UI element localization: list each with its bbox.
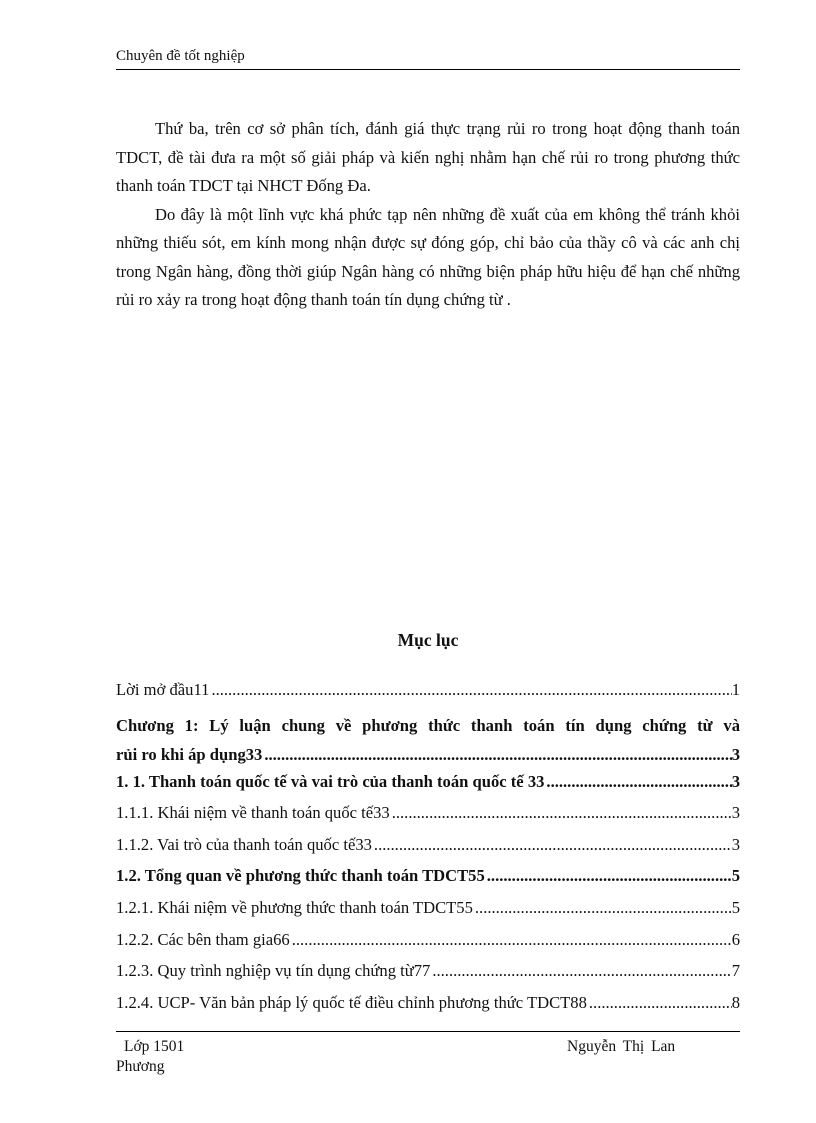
toc-entry-page: 6 bbox=[731, 929, 740, 949]
table-of-contents bbox=[116, 680, 740, 1024]
toc-entry-page: 3 bbox=[731, 744, 740, 764]
page-header bbox=[116, 48, 740, 70]
toc-entry-text: 1.2. Tổng quan về phương thức thanh toán TDCT55 bbox=[116, 866, 485, 886]
toc-entry-text: Chương 1: Lý luận chung về phương thức thanh toán tín dụng chứng từ và bbox=[116, 715, 740, 735]
toc-leader-dots bbox=[372, 835, 732, 855]
toc-entry-text: 1.2.3. Quy trình nghiệp vụ tín dụng chứng từ77 bbox=[116, 961, 431, 981]
toc-leader-dots bbox=[209, 680, 731, 700]
toc-entry-text-continued: rủi ro khi áp dụng33 bbox=[116, 744, 263, 764]
toc-leader-dots bbox=[390, 803, 732, 823]
toc-entry-page: 3 bbox=[731, 771, 740, 791]
body-text bbox=[116, 115, 740, 315]
toc-entry-page: 8 bbox=[731, 992, 740, 1012]
toc-entry-page: 3 bbox=[731, 834, 740, 854]
toc-entry-page: 1 bbox=[731, 680, 740, 699]
footer-author: Nguyễn Thị Lan bbox=[567, 1038, 676, 1055]
toc-entry[interactable] bbox=[116, 993, 740, 1025]
toc-entry[interactable] bbox=[116, 680, 740, 712]
toc-entry-text: 1.1.2. Vai trò của thanh toán quốc tế33 bbox=[116, 834, 372, 854]
paragraph: Do đây là một lĩnh vực khá phức tạp nên những đề xuất của em không thể tránh khỏi những thiếu sót, em kính mong nhận được sự đóng góp, chỉ bảo của thầy cô và các anh chị trong Ngân hàng, đồng thời giúp Ngân hàng có những biện pháp hữu hiệu để hạn chế những rủi ro xảy ra trong hoạt động thanh toán tín dụng chứng từ . bbox=[116, 204, 740, 309]
toc-leader-dots bbox=[262, 741, 731, 769]
toc-entry[interactable] bbox=[116, 772, 740, 804]
footer-divider bbox=[116, 1031, 740, 1032]
toc-entry[interactable] bbox=[116, 866, 740, 898]
toc-entry-text: 1.2.4. UCP- Văn bản pháp lý quốc tế điều chỉnh phương thức TDCT88 bbox=[116, 992, 587, 1012]
toc-entry[interactable] bbox=[116, 712, 740, 772]
toc-leader-dots bbox=[544, 772, 731, 792]
toc-entry-text: Lời mở đầu11 bbox=[116, 680, 210, 699]
toc-entry-text: 1.1.1. Khái niệm về thanh toán quốc tế33 bbox=[116, 803, 390, 823]
toc-entry[interactable] bbox=[116, 930, 740, 962]
toc-leader-dots bbox=[473, 898, 732, 918]
toc-leader-dots bbox=[430, 961, 731, 981]
toc-entry-text: 1.2.1. Khái niệm về phương thức thanh toán TDCT55 bbox=[116, 897, 473, 917]
toc-entry-page: 3 bbox=[731, 803, 740, 823]
toc-entry[interactable] bbox=[116, 835, 740, 867]
toc-entry[interactable] bbox=[116, 961, 740, 993]
toc-entry-text: 1.2.2. Các bên tham gia66 bbox=[116, 929, 290, 949]
header-title: Chuyên đề tốt nghiệp bbox=[116, 48, 245, 64]
toc-entry-page: 5 bbox=[731, 897, 740, 917]
toc-leader-dots bbox=[485, 866, 732, 886]
footer-author-continued: Phương bbox=[116, 1058, 165, 1075]
toc-leader-dots bbox=[290, 930, 732, 950]
toc-entry-page: 5 bbox=[731, 866, 740, 886]
toc-entry-page: 7 bbox=[731, 961, 740, 981]
footer-class: Lớp 1501 bbox=[124, 1038, 185, 1055]
toc-title: Mục lục bbox=[397, 630, 459, 650]
toc-entry-text: 1. 1. Thanh toán quốc tế và vai trò của thanh toán quốc tế 33 bbox=[116, 771, 545, 791]
toc-entry[interactable] bbox=[116, 803, 740, 835]
paragraph: Thứ ba, trên cơ sở phân tích, đánh giá thực trạng rủi ro trong hoạt động thanh toán TDCT, đề tài đưa ra một số giải pháp và kiến nghị nhằm hạn chế rủi ro trong phương thức thanh toán TDCT tại NHCT Đống Đa. bbox=[116, 119, 740, 195]
toc-leader-dots bbox=[587, 993, 732, 1013]
toc-entry[interactable] bbox=[116, 898, 740, 930]
